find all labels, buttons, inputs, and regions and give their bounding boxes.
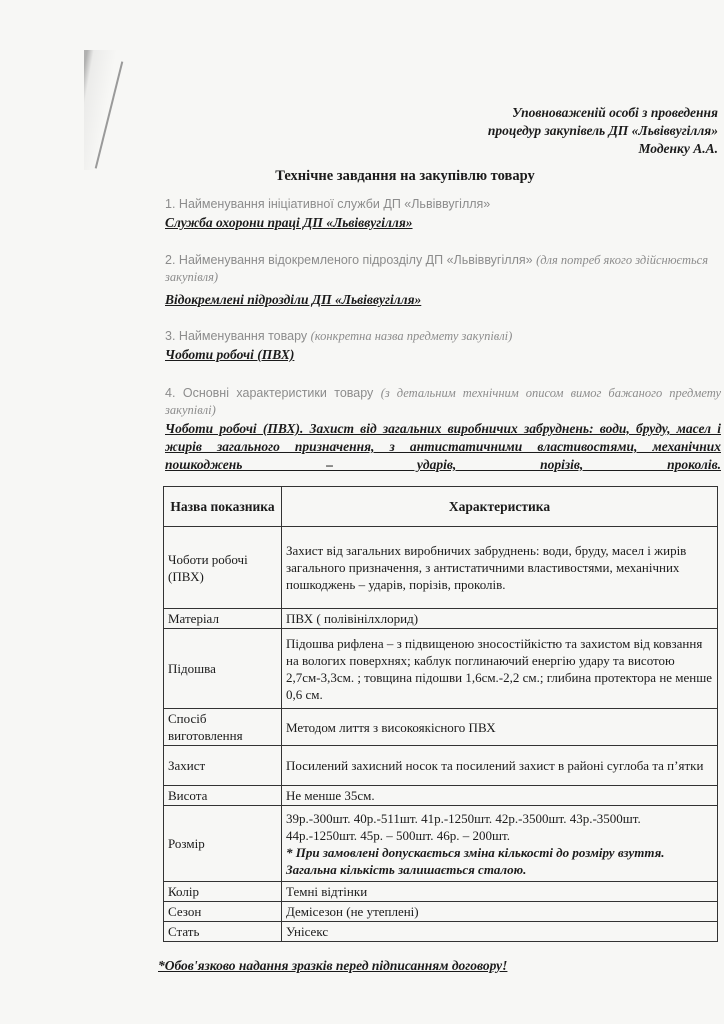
section-3-answer: Чоботи робочі (ПВХ) (165, 347, 295, 362)
section-3-note: (конкретна назва предмету закупівлі) (310, 329, 513, 343)
table-row (164, 527, 718, 609)
section-4-note: (з детальним технічним описом вимог бажаного предмету закупівлі) (165, 386, 721, 417)
section-1-answer: Служба охорони праці ДП «Львіввугілля» (165, 215, 413, 230)
section-2-number: 2. (165, 253, 176, 267)
row-value: Унісекс (282, 922, 718, 942)
section-1-number: 1. (165, 197, 176, 211)
section-1-question (165, 196, 721, 213)
row-value: Демісезон (не утеплені) (282, 902, 718, 922)
document-title: Технічне завдання на закупівлю товару (275, 168, 535, 184)
table-row (164, 882, 718, 902)
table-row (164, 922, 718, 942)
section-3-question-text: Найменування товару (178, 329, 308, 343)
table-row (164, 902, 718, 922)
addressee-block (358, 104, 718, 158)
scan-page-edge (84, 50, 118, 170)
row-value (282, 806, 718, 882)
size-note: * При замовлені допускається зміна кількості до розміру взуття. Загальна кількість залишається сталою. (286, 844, 665, 877)
section-2-question (165, 252, 721, 286)
section-2-answer: Відокремлені підрозділи ДП «Львіввугілля» (165, 292, 422, 307)
row-name: Колір (164, 882, 282, 902)
row-value: Не менше 35см. (282, 786, 718, 806)
row-value: Захист від загальних виробничих забруднень: води, бруду, масел і жирів загального призначення, з антистатичними властивостями, механічних пошкоджень – ударів, порізів, проколів. (282, 527, 718, 609)
section-2-question-text: Найменування відокремленого підрозділу ДП «Львіввугілля» (178, 253, 533, 267)
table-row (164, 806, 718, 882)
row-name: Висота (164, 786, 282, 806)
section-3-question (165, 328, 721, 345)
row-value: Методом лиття з високоякісного ПВХ (282, 709, 718, 746)
table-row (164, 786, 718, 806)
row-name: Сезон (164, 902, 282, 922)
row-name: Спосіб виготовлення (164, 709, 282, 746)
section-2-note: (для потреб якого здійснюється закупівля) (165, 253, 709, 284)
footer-note: *Обов'язково надання зразків перед підписанням договору! (158, 958, 508, 973)
row-value: Темні відтінки (282, 882, 718, 902)
row-name: Підошва (164, 629, 282, 709)
addressee-line-3: Моденку А.А. (638, 141, 718, 156)
row-name: Стать (164, 922, 282, 942)
section-3-number: 3. (165, 329, 176, 343)
row-name: Матеріал (164, 609, 282, 629)
section-4-number: 4. (165, 386, 176, 400)
row-value: ПВХ ( полівінілхлорид) (282, 609, 718, 629)
size-quantities: 39р.-300шт. 40р.-511шт. 41р.-1250шт. 42р.-3500шт. 43р.-3500шт. 44р.-1250шт. 45р. – 500шт. 46р. – 200шт. (286, 810, 641, 843)
table-row (164, 629, 718, 709)
header-name: Назва показника (164, 487, 282, 527)
table-row (164, 609, 718, 629)
row-value: Посилений захисний носок та посилений захист в районі суглоба та п’ятки (282, 746, 718, 786)
row-name: Захист (164, 746, 282, 786)
spec-table-header (164, 487, 718, 527)
product-summary: Чоботи робочі (ПВХ). Захист від загальних виробничих забруднень: води, бруду, масел і жирів загального призначення, з антистатичними властивостями, механічних пошкоджень – ударів, порізів, проколів. (165, 421, 721, 472)
addressee-line-1: Уповноваженій особі з проведення (512, 105, 718, 120)
section-4-question-text: Основні характеристики товару (182, 386, 374, 400)
section-4-question (165, 385, 721, 419)
section-1-question-text: Найменування ініціативної служби ДП «Львіввугілля» (178, 197, 491, 211)
spec-table (163, 486, 718, 942)
row-name: Розмір (164, 806, 282, 882)
header-value: Характеристика (282, 487, 718, 527)
table-row (164, 746, 718, 786)
row-name: Чоботи робочі (ПВХ) (164, 527, 282, 609)
addressee-line-2: процедур закупівель ДП «Львіввугілля» (487, 123, 718, 138)
table-row (164, 709, 718, 746)
row-value: Підошва рифлена – з підвищеною зносостійкістю та захистом від ковзання на вологих поверхнях; каблук поглинаючий енергію удару та висотою 2,7см-3,3см. ; товщина підошви 1,6см.-2,2 см.; глибина протектора не менше 0,6 см. (282, 629, 718, 709)
